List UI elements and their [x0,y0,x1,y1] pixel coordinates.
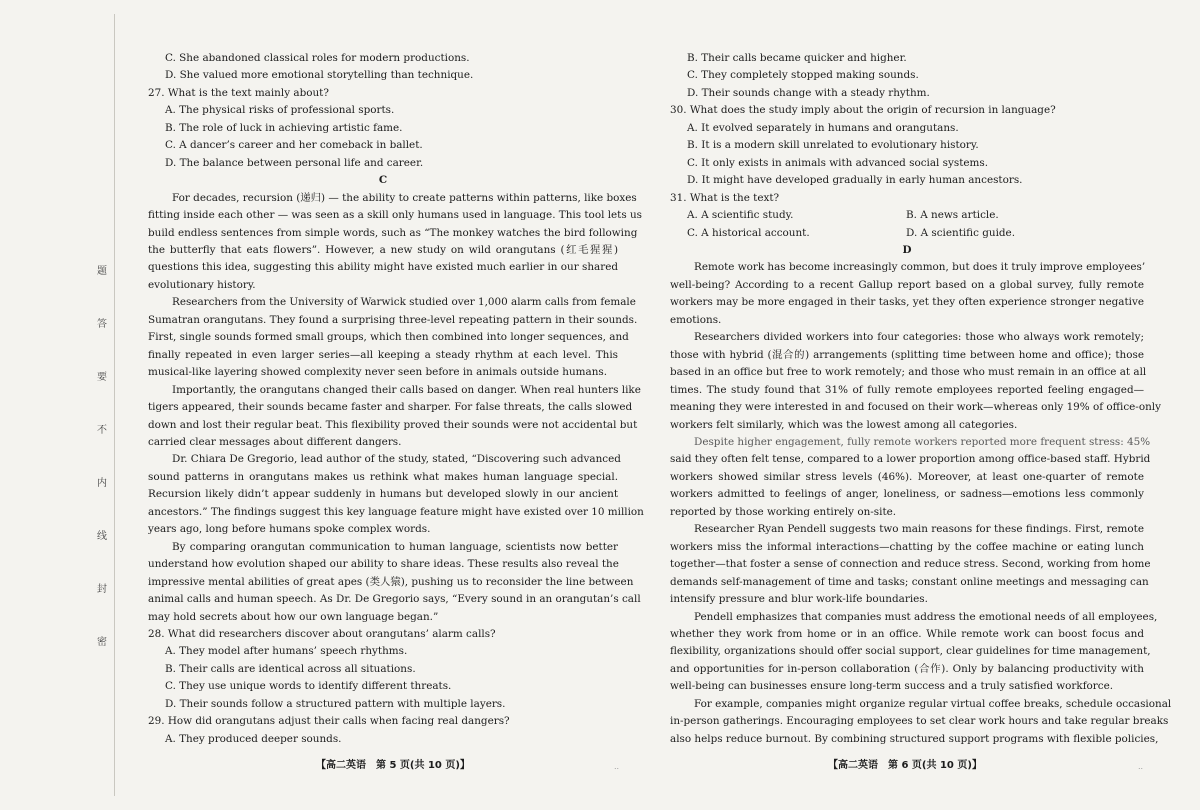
passage-line: build endless sentences from simple words, such as “The monkey watches the bird following [148,226,638,239]
answer-option: A. They produced deeper sounds. [165,732,342,745]
binding-margin-char: 题 [97,266,107,277]
passage-line: tigers appeared, their sounds became faster and sharper. For false threats, the calls slowed [148,401,633,414]
passage-line: also helps reduce burnout. By combining structured support programs with flexible policies, [670,732,1159,745]
passage-line: workers may be more engaged in their tasks, yet they often experience stronger negative [670,296,1144,309]
passage-line: Researchers from the University of Warwick studied over 1,000 alarm calls from female [172,296,636,309]
answer-option: C. She abandoned classical roles for modern productions. [165,52,470,64]
passage-line: Remote work has become increasingly common, but does it truly improve employees’ [694,261,1146,274]
passage-line: impressive mental abilities of great apes (类人猿), pushing us to reconsider the line between [148,575,634,588]
answer-option: C. A historical account. [687,226,810,239]
answer-option: C. They completely stopped making sounds. [687,69,919,82]
passage-line: reported by those working entirely on-site. [670,505,897,518]
passage-line: workers showed similar stress levels (46%). Moreover, at least one-quarter of remote [670,470,1144,483]
answer-option: B. Their calls became quicker and higher. [687,52,907,64]
answer-option: D. A scientific guide. [906,226,1016,239]
answer-option: C. It only exists in animals with advanced social systems. [687,156,989,169]
binding-margin-char: 答 [97,319,107,330]
passage-line: finally repeated in even larger series—all keeping a steady rhythm at each level. This [148,348,618,361]
binding-margin-char: 密 [97,637,107,648]
answer-option: B. The role of luck in achieving artistic fame. [165,121,403,134]
answer-option: C. They use unique words to identify different threats. [165,680,452,693]
passage-line: well-being can businesses ensure long-term success and a truly satisfied workforce. [670,680,1114,693]
passage-line: For example, companies might organize regular virtual coffee breaks, schedule occasional [694,697,1172,710]
passage-line: workers miss the informal interactions—chatting by the coffee machine or eating lunch [670,540,1144,553]
passage-line: Pendell emphasizes that companies must address the emotional needs of all employees, [694,610,1158,623]
passage-line: demands self-management of time and tasks; constant online meetings and messaging can [670,575,1149,588]
passage-line: Recursion likely didn’t appear suddenly in humans but developed slowly in our ancient [148,488,618,501]
answer-option: B. It is a modern skill unrelated to evolutionary history. [687,139,979,152]
passage-line: in-person gatherings. Encouraging employees to set clear work hours and take regular breaks [670,715,1169,728]
passage-line: For decades, recursion (递归) — the ability to create patterns within patterns, like boxes [172,191,637,204]
passage-line: ancestors.” The findings suggest this key language feature might have existed over 10 million [148,505,644,518]
passage-line: may hold secrets about how our own language began.” [148,610,439,623]
passage-line: meaning they were interested in and focused on their work—whereas only 19% of office-only [670,401,1161,414]
answer-option: A. They model after humans’ speech rhythms. [165,645,408,658]
left-page-mark: .. [614,762,620,771]
passage-line: Researchers divided workers into four categories: those who always work remotely; [694,331,1144,344]
left-page-body [148,50,644,748]
answer-option: D. Their sounds follow a structured pattern with multiple layers. [165,697,506,710]
answer-option: B. Their calls are identical across all situations. [165,662,416,675]
passage-line: down and lost their regular beat. This flexibility proved their sounds were not accidental but [148,418,638,431]
binding-margin [0,0,120,810]
passage-line: evolutionary history. [148,278,256,291]
passage-line: Researcher Ryan Pendell suggests two main reasons for these findings. First, remote [694,523,1144,536]
passage-line: intensify pressure and blur work-life boundaries. [670,593,928,606]
passage-line: well-being? According to a recent Gallup report based on a global survey, fully remote [670,278,1144,291]
passage-line: years ago, long before humans spoke complex words. [148,523,431,536]
passage-line: Importantly, the orangutans changed their calls based on danger. When real hunters like [172,383,641,396]
passage-line: those with hybrid (混合的) arrangements (splitting time between home and office); those [670,348,1144,361]
binding-margin-notice [92,262,112,648]
passage-line: workers felt similarly, which was the lowest among all categories. [670,418,1018,431]
answer-option: A. The physical risks of professional sports. [165,104,395,117]
section-heading: C [378,174,388,187]
right-page-footer: 【高二英语 第 6 页(共 10 页)】 [828,760,982,771]
left-page-footer: 【高二英语 第 5 页(共 10 页)】 [316,760,470,771]
question-stem: 30. What does the study imply about the origin of recursion in language? [670,104,1056,117]
passage-line: based in an office but free to work remotely; and those who must remain in an office at all [670,366,1147,379]
answer-option: C. A dancer’s career and her comeback in ballet. [165,139,423,152]
question-stem: 31. What is the text? [670,191,780,204]
passage-line: and opportunities for in-person collaboration (合作). Only by balancing productivity with [670,662,1144,675]
answer-option: B. A news article. [906,209,999,222]
passage-line: the butterfly that eats flowers”. However, a new study on wild orangutans (红毛猩猩) [148,243,618,256]
passage-line: together—that foster a sense of connection and reduce stress. Second, working from home [670,558,1151,571]
binding-margin-char: 封 [97,584,107,595]
option-row [670,207,1144,224]
passage-line: animal calls and human speech. As Dr. De Gregorio says, “Every sound in an orangutan’s call [148,593,641,606]
right-page-mark: .. [1138,762,1144,771]
binding-line [114,14,115,796]
passage-line: fitting inside each other — was seen as a skill only humans used in language. This tool lets us [148,209,643,222]
question-stem: 27. What is the text mainly about? [148,86,329,99]
passage-line: workers admitted to feelings of anger, loneliness, or sadness—emotions less commonly [670,488,1144,501]
binding-margin-char: 要 [97,372,107,383]
section-heading: D [902,243,912,256]
right-page-body [670,50,1172,748]
passage-line: By comparing orangutan communication to human language, scientists now better [172,540,618,553]
passage-line: Dr. Chiara De Gregorio, lead author of the study, stated, “Discovering such advanced [172,453,621,466]
passage-line: carried clear messages about different dangers. [148,435,402,448]
question-stem: 29. How did orangutans adjust their calls when facing real dangers? [148,715,510,728]
answer-option: A. A scientific study. [687,209,794,222]
q31-options [670,207,1144,242]
binding-margin-char: 线 [97,531,107,542]
answer-option: D. She valued more emotional storytelling than technique. [165,69,474,82]
passage-line: understand how evolution shaped our ability to share ideas. These results also reveal the [148,558,619,571]
passage-line: flexibility, organizations should offer social support, clear guidelines for time management, [670,645,1151,658]
binding-margin-char: 不 [97,425,107,436]
passage-line: times. The study found that 31% of fully remote employees reported feeling engaged— [670,383,1144,396]
passage-line: whether they work from home or in an office. While remote work can boost focus and [670,627,1144,640]
passage-line: musical-like layering showed complexity never seen before in animals outside humans. [148,366,608,379]
passage-line: Sumatran orangutans. They found a surprising three-level repeating pattern in their sounds. [148,313,638,326]
answer-option: D. Their sounds change with a steady rhythm. [687,86,930,99]
passage-line: First, single sounds formed small groups, which then combined into longer sequences, and [148,331,629,344]
passage-line: Despite higher engagement, fully remote workers reported more frequent stress: 45% [694,435,1151,448]
option-row [670,225,1144,242]
question-stem: 28. What did researchers discover about orangutans’ alarm calls? [148,627,496,640]
passage-line: questions this idea, suggesting this ability might have existed much earlier in our shared [148,261,619,274]
answer-option: D. The balance between personal life and career. [165,156,424,169]
passage-line: emotions. [670,313,722,326]
passage-line: sound patterns in orangutans makes us rethink what makes human language special. [148,470,618,483]
passage-line: said they often felt tense, compared to a lower proportion among office-based staff. Hybrid [670,453,1151,466]
answer-option: A. It evolved separately in humans and orangutans. [687,121,959,134]
binding-margin-char: 内 [97,478,107,489]
answer-option: D. It might have developed gradually in early human ancestors. [687,174,1023,187]
